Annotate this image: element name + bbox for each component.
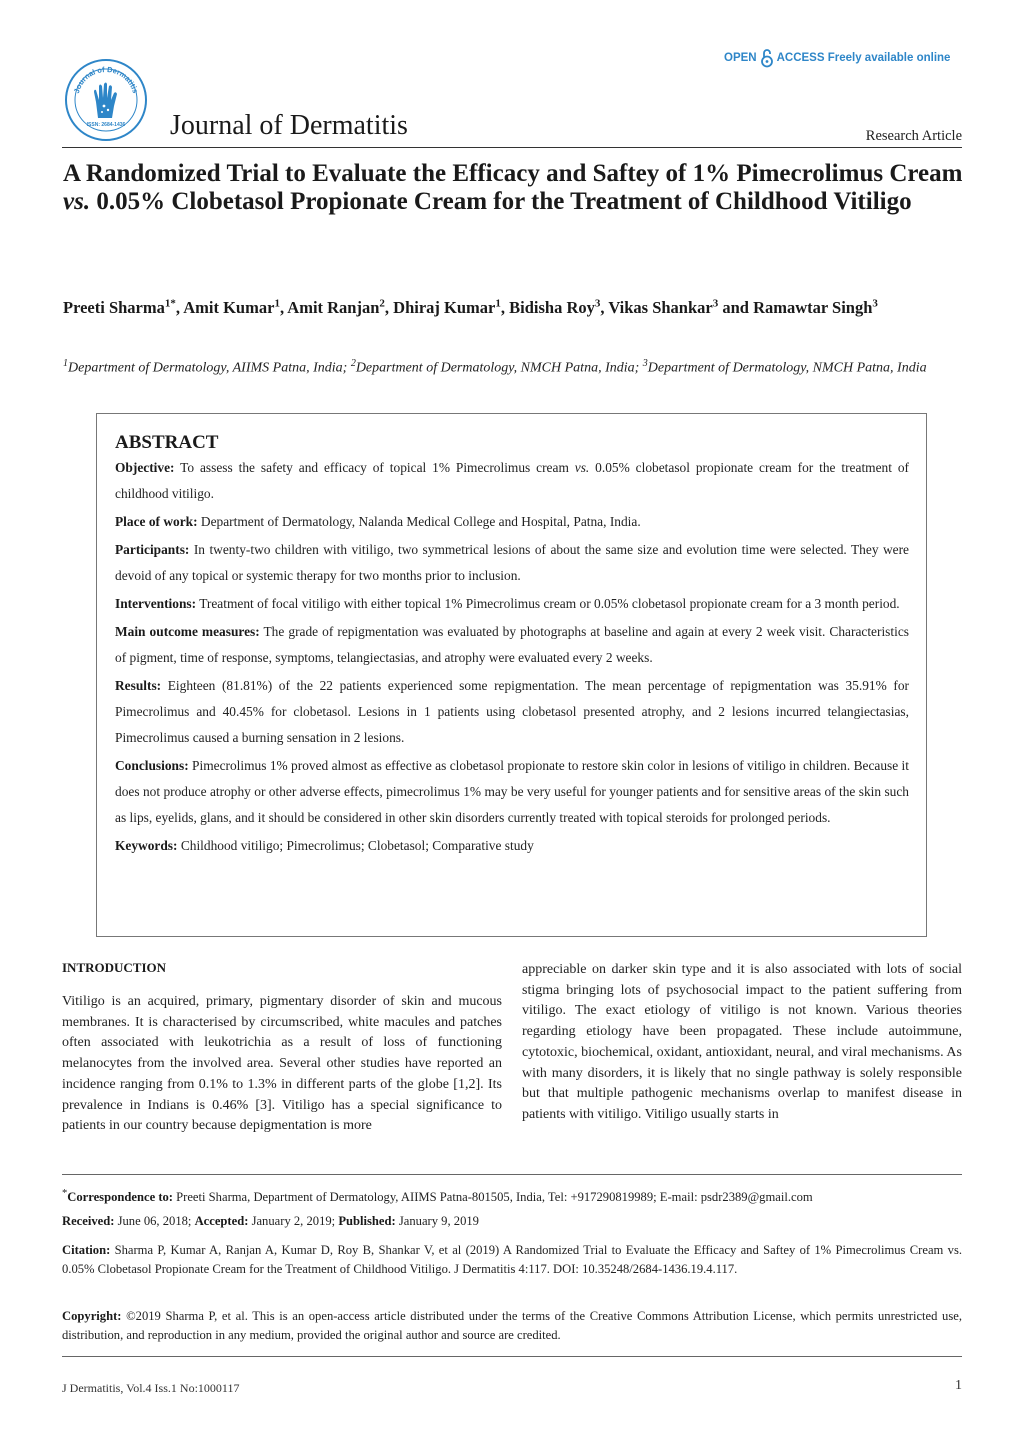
copyright-note bbox=[62, 1307, 962, 1345]
citation-note bbox=[62, 1241, 962, 1279]
affiliation-sup: 2 bbox=[350, 358, 356, 369]
author-sep: and bbox=[718, 297, 754, 317]
author-sup: 1 bbox=[274, 297, 280, 309]
author-name: Amit Ranjan bbox=[287, 297, 380, 317]
copyright-label: Copyright: bbox=[62, 1309, 122, 1323]
objective-text-after: 0.05% clobetasol propionate cream for the treatment of childhood vitiligo. bbox=[115, 460, 909, 501]
accepted-date: January 2, 2019; bbox=[248, 1214, 339, 1228]
footnote-divider bbox=[62, 1174, 962, 1175]
abstract-interventions bbox=[115, 591, 909, 617]
author-name: Preeti Sharma bbox=[63, 297, 165, 317]
published-label: Published: bbox=[338, 1214, 396, 1228]
affiliation: Department of Dermatology, NMCH Patna, India; bbox=[355, 360, 643, 376]
abstract-results bbox=[115, 673, 909, 751]
article-type: Research Article bbox=[865, 128, 962, 144]
affiliation: Department of Dermatology, NMCH Patna, India bbox=[647, 360, 927, 376]
participants-label: Participants: bbox=[115, 542, 190, 557]
journal-logo bbox=[64, 58, 148, 142]
abstract-place bbox=[115, 509, 909, 535]
place-label: Place of work: bbox=[115, 514, 198, 529]
footer-divider bbox=[62, 1356, 962, 1357]
author-name: Amit Kumar bbox=[183, 297, 275, 317]
correspondence-label: Correspondence to: bbox=[67, 1190, 173, 1205]
header-divider bbox=[62, 147, 962, 148]
objective-text: To assess the safety and efficacy of topical 1% Pimecrolimus cream bbox=[174, 460, 575, 475]
author-sup: 3 bbox=[594, 297, 601, 309]
received-label: Received: bbox=[62, 1214, 115, 1228]
open-access-badge bbox=[724, 46, 950, 70]
title-part1: A Randomized Trial to Evaluate the Efficacy and Saftey of 1% Pimecrolimus Cream bbox=[63, 160, 963, 187]
affiliation-sup: 1 bbox=[63, 358, 68, 369]
intro-column-left bbox=[62, 958, 502, 1137]
author bbox=[287, 298, 393, 317]
results-text: Eighteen (81.81%) of the 22 patients experienced some repigmentation. The mean percentage of repigmentation was 35.91% for Pimecrolimus and 40.45% for clobetasol. Lesions in 1 patients using clobetasol presented atrophy, and 2 lesions incurred telangiectasias, Pimecrolimus caused a burning sensation in 2 lesions. bbox=[115, 678, 909, 745]
abstract-outcome bbox=[115, 619, 909, 671]
conclusions-text: Pimecrolimus 1% proved almost as effective as clobetasol propionate to restore skin color in lesions of vitiligo in children. Because it does not produce atrophy or other adverse effects, pimecrolimus 1% may be very useful for younger patients and for sensitive areas of the skin such as lips, eyelids, glans, and it should be considered in other skin disorders currently treated with topical steroids for prolonged periods. bbox=[115, 758, 909, 825]
footer-journal-info: J Dermatitis, Vol.4 Iss.1 No:1000117 bbox=[62, 1381, 240, 1395]
open-access-open: OPEN bbox=[724, 52, 757, 64]
author-sep: , bbox=[175, 297, 184, 317]
affiliation-sup: 3 bbox=[642, 358, 648, 369]
author-list bbox=[63, 290, 963, 321]
author-sup: 3 bbox=[872, 297, 878, 309]
received-date: June 06, 2018; bbox=[114, 1214, 195, 1228]
correspondence-text: Preeti Sharma, Department of Dermatology, AIIMS Patna-801505, India, Tel: +917290819989; E-mail: psdr2389@gmail.com bbox=[173, 1190, 813, 1205]
author-sup: 2 bbox=[379, 297, 385, 309]
open-lock-icon bbox=[760, 48, 774, 68]
title-vs: vs. bbox=[63, 188, 91, 215]
objective-vs: vs. bbox=[574, 460, 590, 475]
author-sup: 1 bbox=[495, 297, 501, 309]
author bbox=[509, 298, 608, 317]
article-title bbox=[63, 160, 963, 216]
author-name: Dhiraj Kumar bbox=[393, 297, 496, 317]
page-number: 1 bbox=[955, 1378, 962, 1393]
author-sep: , bbox=[500, 297, 510, 317]
author-sep: , bbox=[384, 297, 394, 317]
conclusions-label: Conclusions: bbox=[115, 758, 189, 773]
logo-issn: ISSN: 2684-1436 bbox=[86, 122, 126, 128]
intro-heading: INTRODUCTION bbox=[62, 960, 167, 975]
abstract-heading: ABSTRACT bbox=[115, 432, 219, 453]
author-name: Ramawtar Singh bbox=[753, 297, 873, 317]
author-name: Vikas Shankar bbox=[608, 297, 713, 317]
author bbox=[63, 298, 183, 317]
affiliations bbox=[63, 352, 963, 381]
outcome-text: The grade of repigmentation was evaluated by photographs at baseline and again at every 2 week visit. Characteristics of pigment, time of response, symptoms, telangiectasias, and atrophy were evaluated every 2 weeks. bbox=[115, 624, 909, 665]
abstract-keywords bbox=[115, 833, 909, 859]
accepted-label: Accepted: bbox=[194, 1214, 249, 1228]
author-name: Bidisha Roy bbox=[509, 297, 595, 317]
author-sep: , bbox=[279, 297, 288, 317]
author bbox=[183, 298, 287, 317]
author-sup: 3 bbox=[712, 297, 719, 309]
affiliation: Department of Dermatology, AIIMS Patna, India; bbox=[68, 360, 351, 376]
open-access-text: ACCESS Freely available online bbox=[776, 52, 951, 64]
logo-ring-text: Journal of Dermatitis bbox=[71, 64, 141, 95]
copyright-text: ©2019 Sharma P, et al. This is an open-access article distributed under the terms of the Creative Commons Attribution License, which permits unrestricted use, distribution, and reproduction in any medium, provided the original author and source are credited. bbox=[62, 1309, 962, 1342]
abstract-conclusions bbox=[115, 753, 909, 831]
objective-label: Objective: bbox=[115, 460, 175, 475]
author-sup: 1* bbox=[164, 297, 176, 309]
interventions-text: Treatment of focal vitiligo with either topical 1% Pimecrolimus cream or 0.05% clobetasol propionate cream for a 3 month period. bbox=[196, 596, 900, 611]
participants-text: In twenty-two children with vitiligo, two symmetrical lesions of about the same size and evolution time were selected. They were devoid of any topical or systemic therapy for two months prior to inclusion. bbox=[115, 542, 909, 583]
results-label: Results: bbox=[115, 678, 162, 693]
title-part2: 0.05% Clobetasol Propionate Cream for the Treatment of Childhood Vitiligo bbox=[90, 188, 912, 215]
intro-paragraph-right: appreciable on darker skin type and it is also associated with lots of social stigma bringing lots of psychosocial impact to the patient suffering from vitiligo. The exact etiology of vitiligo is not known. Various theories regarding etiology have been propagated. These include autoimmune, cytotoxic, biochemical, oxidant, antioxidant, neural, and viral mechanisms. As with many disorders, it is likely that no single pathway is solely responsible but that multiple pathogenic mechanisms overlap to manifest disease in patients with vitiligo. Vitiligo usually starts in bbox=[522, 962, 962, 1122]
interventions-label: Interventions: bbox=[115, 596, 197, 611]
intro-paragraph-left: Vitiligo is an acquired, primary, pigmentary disorder of skin and mucous membranes. It is characterised by circumscribed, white macules and patches often associated with leukotrichia as a result of loss of functioning melanocytes from the involved area. Several other studies have reported an incidence ranging from 0.1% to 1.3% in different parts of the globe [1,2]. Its prevalence in Indians is 0.46% [3]. Vitiligo has a special significance to patients in our country because depigmentation is more bbox=[62, 994, 502, 1134]
abstract-box bbox=[96, 413, 927, 937]
outcome-label: Main outcome measures: bbox=[115, 624, 260, 639]
dates-note bbox=[62, 1212, 962, 1231]
abstract-participants bbox=[115, 537, 909, 589]
author bbox=[393, 298, 509, 317]
keywords-label: Keywords: bbox=[115, 838, 178, 853]
citation-label: Citation: bbox=[62, 1243, 111, 1257]
intro-column-right bbox=[522, 960, 962, 1126]
author bbox=[608, 298, 753, 317]
author bbox=[753, 298, 878, 317]
author-sep: , bbox=[600, 297, 609, 317]
correspondence-sup: * bbox=[62, 1188, 68, 1199]
journal-name: Journal of Dermatitis bbox=[170, 110, 408, 141]
citation-text: Sharma P, Kumar A, Ranjan A, Kumar D, Roy B, Shankar V, et al (2019) A Randomized Trial to Evaluate the Efficacy and Saftey of 1% Pimecrolimus Cream vs. 0.05% Clobetasol Propionate Cream for the Treatment of Childhood Vitiligo. J Dermatitis 4:117. DOI: 10.35248/2684-1436.19.4.117. bbox=[62, 1243, 962, 1276]
place-text: Department of Dermatology, Nalanda Medical College and Hospital, Patna, India. bbox=[197, 514, 641, 529]
abstract-objective bbox=[115, 455, 909, 507]
published-date: January 9, 2019 bbox=[395, 1214, 479, 1228]
keywords-text: Childhood vitiligo; Pimecrolimus; Clobetasol; Comparative study bbox=[177, 838, 534, 853]
correspondence-note bbox=[62, 1184, 962, 1207]
